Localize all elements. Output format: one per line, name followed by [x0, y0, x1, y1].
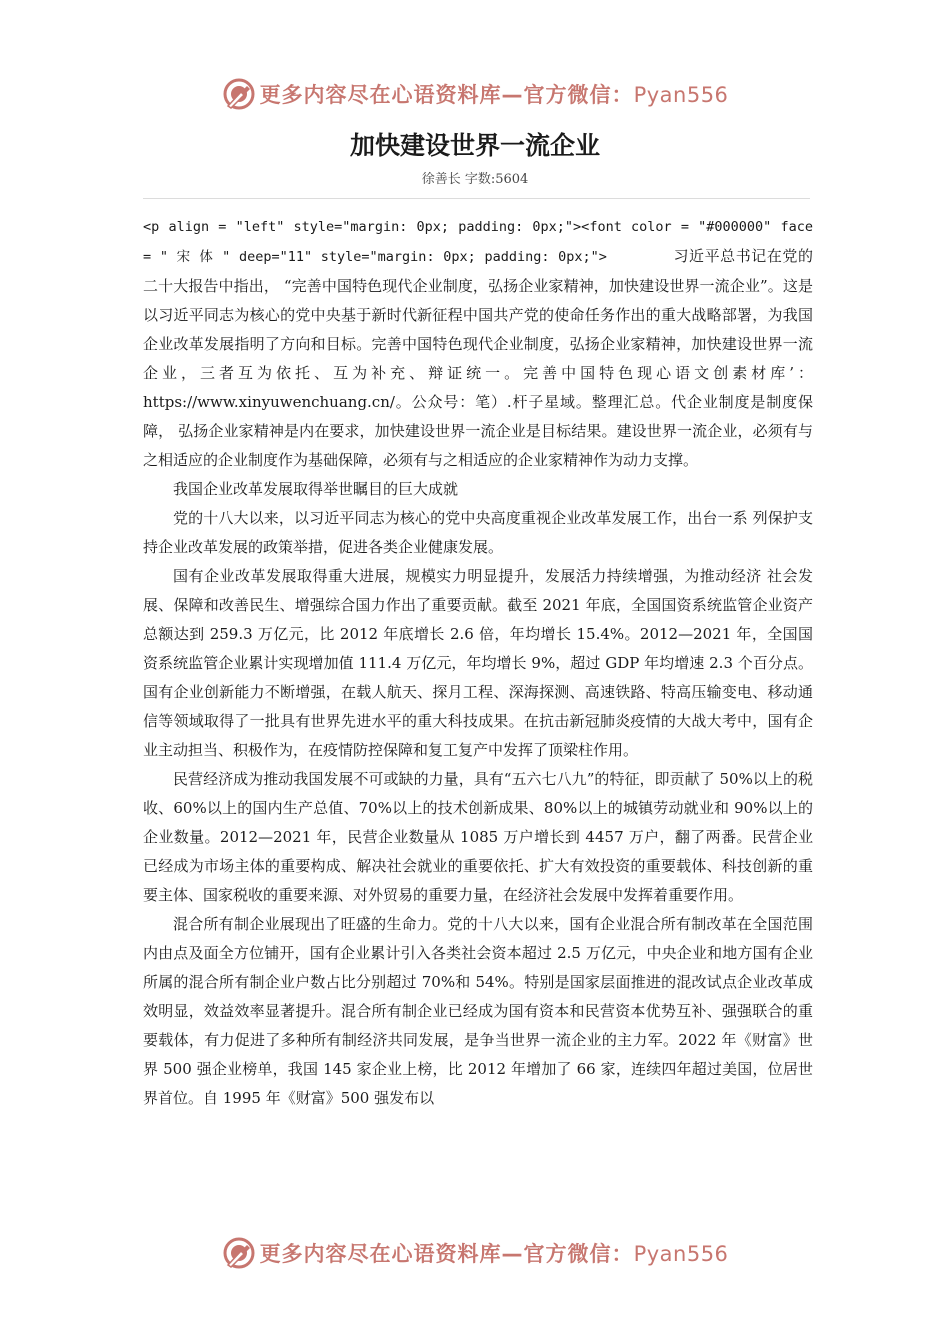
- article-title: 加快建设世界一流企业: [349, 131, 600, 160]
- body-paragraph: 民营经济成为推动我国发展不可或缺的力量，具有“五六七八九”的特征，即贡献了 50%以上的税收、60%以上的国内生产总值、70%以上的技术创新成果、80%以上的城镇劳动就业和 90%以上的企业数量。2012—2021 年，民营企业数量从 1085 万户增长到 4457 万户，翻了两番。民营企业已经成为市场主体的重要构成、解决社会就业的重要依托、扩大有效投资的重要载体、科技创新的重要主体、国家税收的重要来源、对外贸易的重要力量，在经济社会发展中发挥着重要作用。: [143, 770, 813, 904]
- header-watermark-banner: [0, 74, 950, 114]
- body-paragraph: 国有企业改革发展取得重大进展，规模实力明显提升，发展活力持续增强，为推动经济 社会发展、保障和改善民生、增强综合国力作出了重要贡献。截至 2021 年底，全国国资系统监管企业资产总额达到 259.3 万亿元，比 2012 年底增长 2.6 倍，年均增长 15.4%。2012—2021 年，全国国资系统监管企业累计实现增加值 111.4 万亿元，年均增长 9%，超过 GDP 年均增速 2.3 个百分点。国有企业创新能力不断增强，在载人航天、探月工程、深海探测、高速铁路、特高压输变电、移动通信等领域取得了一批具有世界先进水平的重大科技成果。在抗击新冠肺炎疫情的大战大考中，国有企业主动担当、积极作为，在疫情防控保障和复工复产中发挥了顶梁柱作用。: [143, 567, 813, 759]
- intro-paragraph: [143, 212, 813, 475]
- banner-text: 更多内容尽在心语资料库—官方微信：Pyan556: [259, 1242, 729, 1266]
- raw-html-markup: <p align = "left" style="margin: 0px; padding: 0px;"><font color = "#000000" face = " 宋 体 " deep="11" style="margin: 0px; padding: 0px;">: [143, 219, 813, 265]
- footer-watermark-banner: [0, 1233, 950, 1273]
- section-heading: 我国企业改革发展取得举世瞩目的巨大成就: [173, 480, 459, 498]
- pen-logo-icon: [222, 1236, 256, 1270]
- banner-handle: Pyan556: [633, 83, 729, 107]
- title-divider: [143, 198, 810, 199]
- banner-text: 更多内容尽在心语资料库—官方微信：Pyan556: [259, 83, 729, 107]
- article-meta: 徐善长 字数:5604: [421, 172, 529, 187]
- pen-logo-icon: [222, 77, 256, 111]
- body-paragraph: 党的十八大以来，以习近平同志为核心的党中央高度重视企业改革发展工作，出台一系 列保护支持企业改革发展的政策举措，促进各类企业健康发展。: [143, 509, 813, 556]
- banner-handle: Pyan556: [633, 1242, 729, 1266]
- intro-text: 习近平总书记在党的二十大报告中指出， “完善中国特色现代企业制度，弘扬企业家精神，加快建设世界一流企业”。这是以习近平同志为核心的党中央基于新时代新征程中国共产党的使命任务作出的重大战略部署，为我国企业改革发展指明了方向和目标。完善中国特色现代企业制度，弘扬企业家精神，加快建设世界一流企业，三者互为依托、互为补充、辩证统一。完善中国特色现心语文创素材库’：https://www.xinyuwenchuang.cn/。公众号：笔）.杆子星域。整理汇总。代企业制度是制度保障， 弘扬企业家精神是内在要求，加快建设世界一流企业是目标结果。建设世界一流企业，必须有与之相适应的企业制度作为基础保障，必须有与之相适应的企业家精神作为动力支撑。: [143, 247, 813, 469]
- body-paragraph: 混合所有制企业展现出了旺盛的生命力。党的十八大以来，国有企业混合所有制改革在全国范围内由点及面全方位铺开，国有企业累计引入各类社会资本超过 2.5 万亿元，中央企业和地方国有企业所属的混合所有制企业户数占比分别超过 70%和 54%。特别是国家层面推进的混改试点企业改革成效明显，效益效率显著提升。混合所有制企业已经成为国有资本和民营资本优势互补、强强联合的重要载体，有力促进了多种所有制经济共同发展，是争当世界一流企业的主力军。2022 年《财富》世界 500 强企业榜单，我国 145 家企业上榜，比 2012 年增加了 66 家，连续四年超过美国，位居世界首位。自 1995 年《财富》500 强发布以: [143, 915, 813, 1107]
- article-body: [143, 212, 813, 1113]
